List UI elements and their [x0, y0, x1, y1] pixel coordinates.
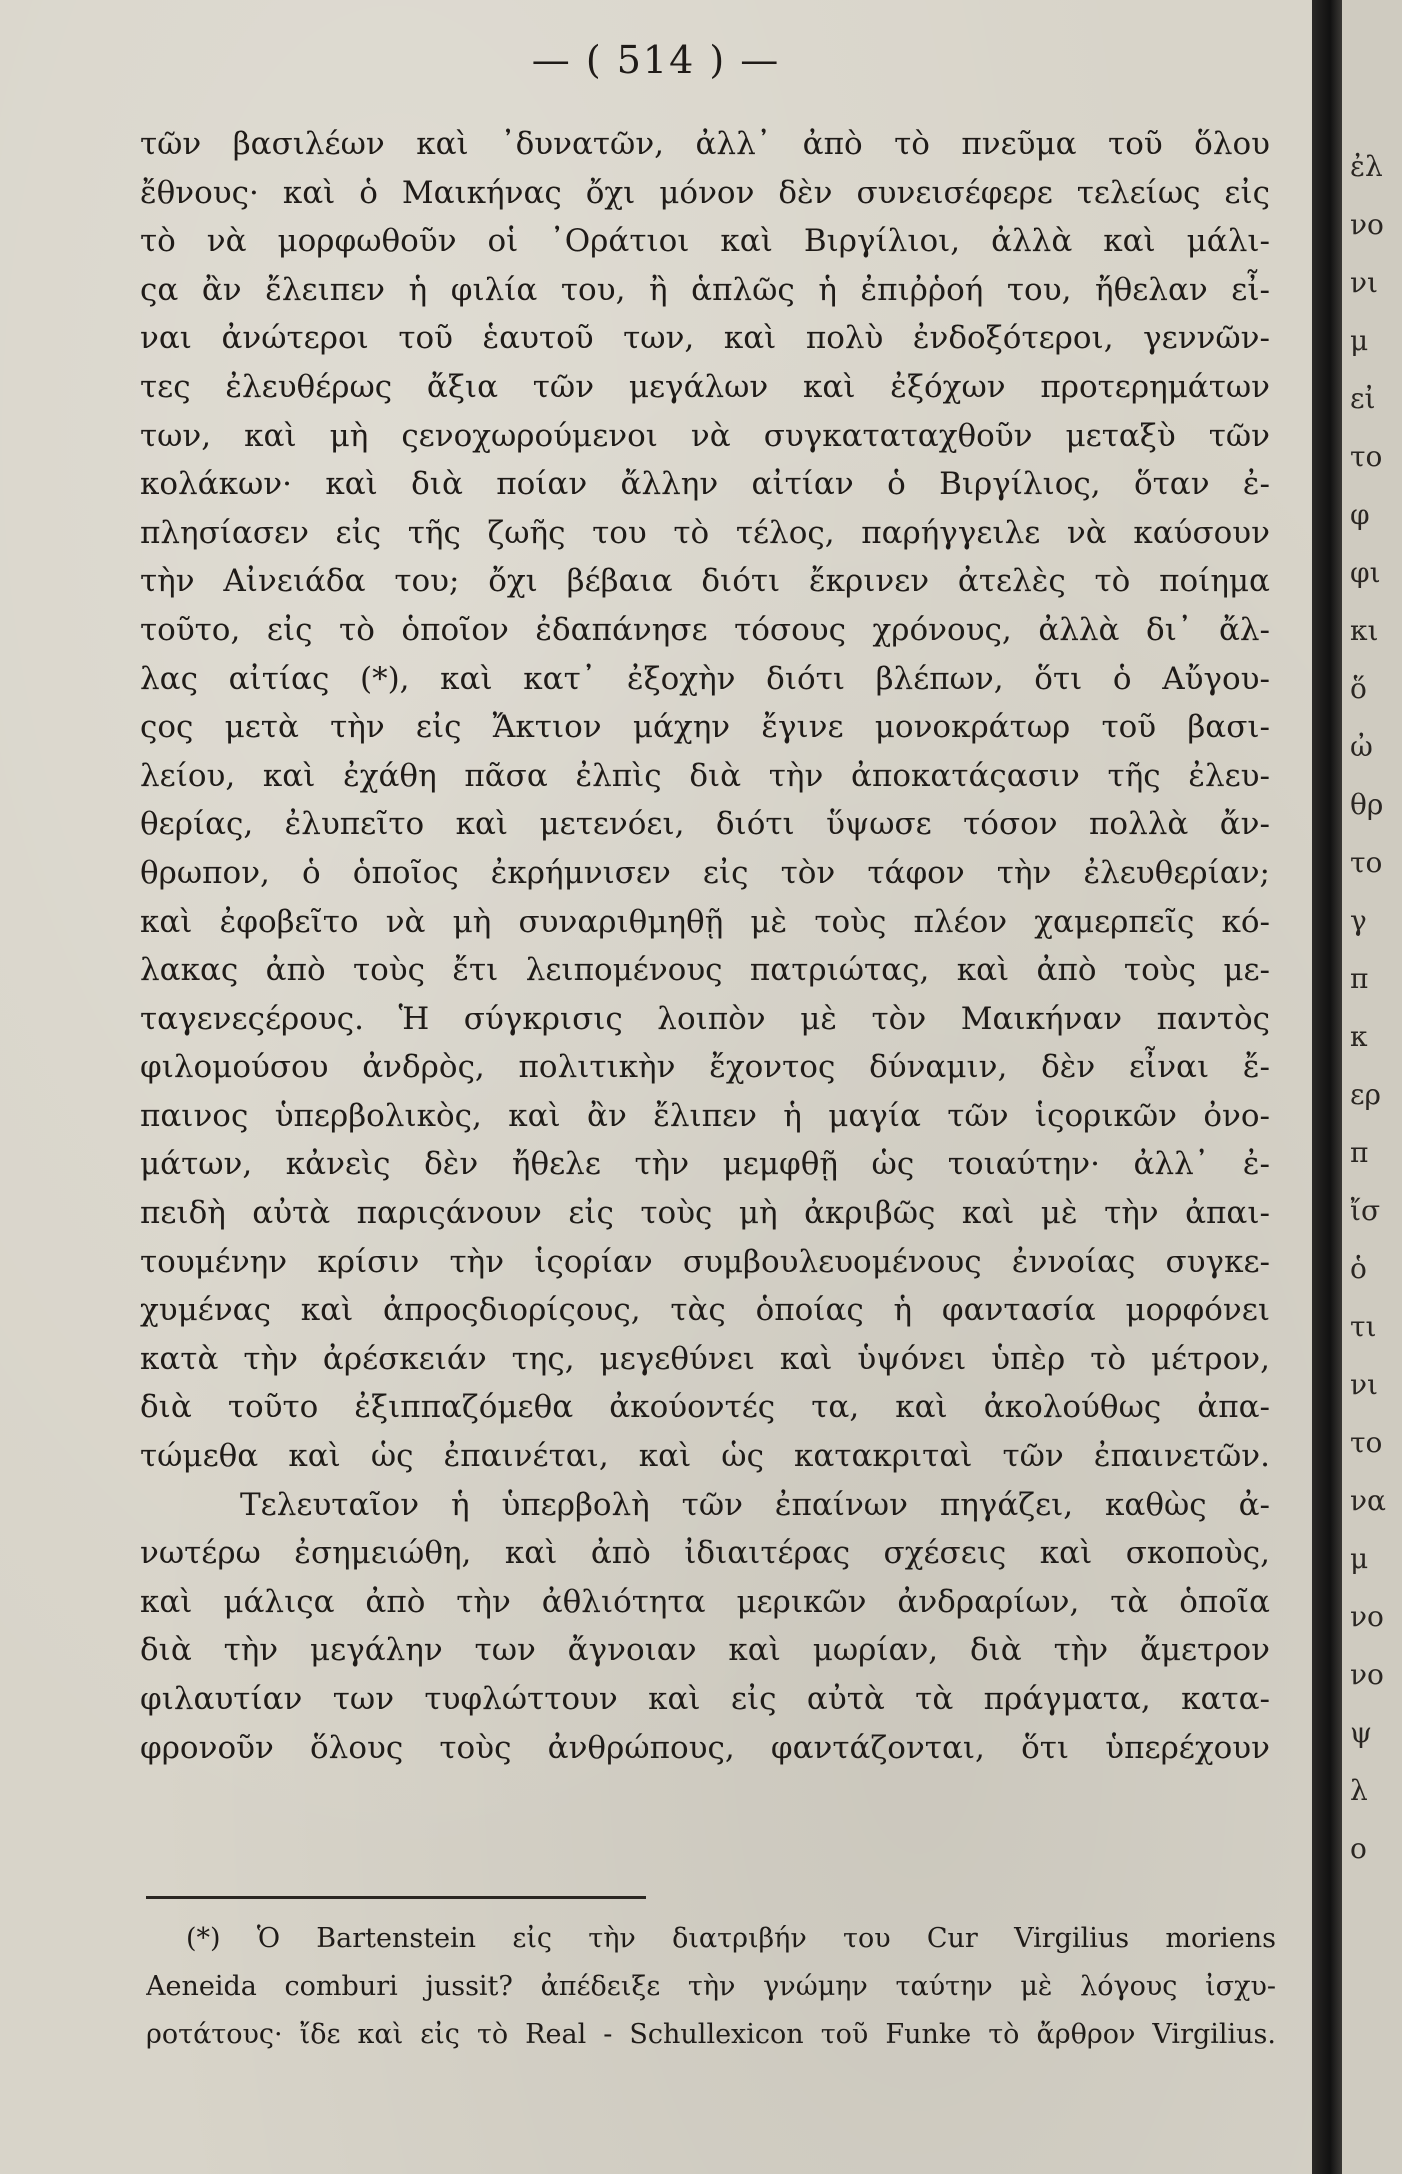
- text-line: ταγενεςέρους. Ἡ σύγκρισις λοιπὸν μὲ τὸν Μαικήναν παντὸς: [140, 1000, 1270, 1037]
- footnote-line: (*) Ὁ Bartenstein εἰς τὴν διατριβήν του Cur Virgilius moriens: [186, 1923, 1276, 1954]
- text-line: των, καὶ μὴ ςενοχωρούμενοι νὰ συγκαταταχθοῦν μεταξὺ τῶν: [140, 417, 1270, 454]
- facing-page-fragment: νο: [1350, 1600, 1384, 1633]
- footnote-line: ροτάτους· ἴδε καὶ εἰς τὸ Real - Schullexicon τοῦ Funke τὸ ἄρθρον Virgilius.: [146, 2019, 1276, 2050]
- text-line: θρωπον, ὁ ὁποῖος ἐκρήμνισεν εἰς τὸν τάφον τὴν ἐλευθερίαν;: [140, 854, 1270, 891]
- facing-page-fragment: φι: [1350, 556, 1381, 589]
- facing-page-fragment: ερ: [1350, 1078, 1381, 1111]
- text-line: φρονοῦν ὅλους τοὺς ἀνθρώπους, φαντάζονται, ὅτι ὑπερέχουν: [140, 1729, 1270, 1766]
- text-line: τὸ νὰ μορφωθοῦν οἱ ᾿Οράτιοι καὶ Βιργίλιοι, ἀλλὰ καὶ μάλι-: [140, 223, 1270, 260]
- text-line: τες ἐλευθέρως ἄξια τῶν μεγάλων καὶ ἐξόχων προτερημάτων: [140, 368, 1270, 405]
- footnote: [146, 1915, 1276, 2059]
- text-line: διὰ τοῦτο ἐξιππαζόμεθα ἀκούοντές τα, καὶ ἀκολούθως ἀπα-: [140, 1389, 1270, 1426]
- facing-page-fragment: το: [1350, 846, 1383, 879]
- text-line: νωτέρω ἐσημειώθη, καὶ ἀπὸ ἰδιαιτέρας σχέσεις καὶ σκοποὺς,: [140, 1535, 1270, 1572]
- text-line: πειδὴ αὐτὰ παριςάνουν εἰς τοὺς μὴ ἀκριβῶς καὶ μὲ τὴν ἀπαι-: [140, 1195, 1270, 1232]
- text-line: φιλομούσου ἀνδρὸς, πολιτικὴν ἔχοντος δύναμιν, δὲν εἶναι ἔ-: [140, 1049, 1270, 1086]
- facing-page-fragment: ψ: [1350, 1716, 1372, 1749]
- text-line: μάτων, κἀνεὶς δὲν ἤθελε τὴν μεμφθῇ ὡς τοιαύτην· ἀλλ᾿ ἐ-: [140, 1146, 1270, 1183]
- facing-page-fragment: γ: [1350, 904, 1367, 937]
- facing-page-fragment: π: [1350, 1136, 1369, 1169]
- text-line: Τελευταῖον ἡ ὑπερβολὴ τῶν ἐπαίνων πηγάζει, καθὼς ἀ-: [240, 1486, 1270, 1523]
- facing-page-fragment: ἴσ: [1350, 1194, 1381, 1227]
- text-line: τὴν Αἰνειάδα του; ὄχι βέβαια διότι ἔκρινεν ἀτελὲς τὸ ποίημα: [140, 563, 1270, 600]
- facing-page-edge: [1342, 0, 1402, 2174]
- text-line: θερίας, ἐλυπεῖτο καὶ μετενόει, διότι ὕψωσε τόσον πολλὰ ἄν-: [140, 806, 1270, 843]
- facing-page-fragment: νι: [1350, 266, 1378, 299]
- facing-page-fragment: μ: [1350, 1542, 1369, 1575]
- text-line: ςος μετὰ τὴν εἰς Ἄκτιον μάχην ἔγινε μονοκράτωρ τοῦ βασι-: [140, 709, 1270, 746]
- text-line: κατὰ τὴν ἀρέσκειάν της, μεγεθύνει καὶ ὑψόνει ὑπὲρ τὸ μέτρον,: [140, 1340, 1270, 1377]
- facing-page-fragment: να: [1350, 1484, 1386, 1517]
- text-line: χυμένας καὶ ἀπροςδιορίςους, τὰς ὁποίας ἡ φαντασία μορφόνει: [140, 1292, 1270, 1329]
- footnote-rule: [146, 1896, 646, 1899]
- facing-page-fragment: το: [1350, 440, 1383, 473]
- facing-page-fragment: μ: [1350, 324, 1369, 357]
- text-line: πλησίασεν εἰς τῆς ζωῆς του τὸ τέλος, παρήγγειλε νὰ καύσουν: [140, 514, 1270, 551]
- facing-page-fragment: ο: [1350, 1832, 1367, 1865]
- text-line: τώμεθα καὶ ὡς ἐπαινέται, καὶ ὡς κατακριταὶ τῶν ἐπαινετῶν.: [140, 1438, 1270, 1475]
- text-line: παινος ὑπερβολικὸς, καὶ ἂν ἔλιπεν ἡ μαγία τῶν ἱςορικῶν ὀνο-: [140, 1097, 1270, 1134]
- text-line: τουμένην κρίσιν τὴν ἱςορίαν συμβουλευομένους ἐννοίας συγκε-: [140, 1243, 1270, 1280]
- facing-page-fragment: ὁ: [1350, 1252, 1367, 1285]
- text-line: διὰ τὴν μεγάλην των ἄγνοιαν καὶ μωρίαν, διὰ τὴν ἄμετρον: [140, 1632, 1270, 1669]
- facing-page-fragment: ἐλ: [1350, 150, 1383, 183]
- facing-page-fragment: ὅ: [1350, 672, 1367, 705]
- facing-page-fragment: ὠ: [1350, 730, 1373, 763]
- facing-page-fragment: τι: [1350, 1310, 1377, 1343]
- facing-page-fragment: π: [1350, 962, 1369, 995]
- text-line: ςα ἂν ἔλειπεν ἡ φιλία του, ἢ ἁπλῶς ἡ ἐπιῤῥοή του, ἤθελαν εἶ-: [140, 271, 1270, 308]
- facing-page-fragment: νι: [1350, 1368, 1378, 1401]
- facing-page-fragment: εἰ: [1350, 382, 1376, 415]
- text-line: λείου, καὶ ἐχάθη πᾶσα ἐλπὶς διὰ τὴν ἀποκατάςασιν τῆς ἐλευ-: [140, 757, 1270, 794]
- text-line: ἔθνους· καὶ ὁ Μαικήνας ὄχι μόνον δὲν συνεισέφερε τελείως εἰς: [140, 174, 1270, 211]
- footnote-line: Aeneida comburi jussit? ἀπέδειξε τὴν γνώμην ταύτην μὲ λόγους ἰσχυ-: [146, 1971, 1276, 2002]
- book-gutter: [1312, 0, 1342, 2174]
- facing-page-fragment: λ: [1350, 1774, 1368, 1807]
- text-line: φιλαυτίαν των τυφλώττουν καὶ εἰς αὐτὰ τὰ πράγματα, κατα-: [140, 1681, 1270, 1717]
- facing-page-fragment: νο: [1350, 1658, 1384, 1691]
- text-line: τῶν βασιλέων καὶ ᾿δυνατῶν, ἀλλ᾿ ἀπὸ τὸ πνεῦμα τοῦ ὅλου: [140, 126, 1270, 162]
- text-line: λας αἰτίας (*), καὶ κατ᾿ ἐξοχὴν διότι βλέπων, ὅτι ὁ Αὔγου-: [140, 660, 1270, 697]
- text-line: ναι ἀνώτεροι τοῦ ἑαυτοῦ των, καὶ πολὺ ἐνδοξότεροι, γεννῶν-: [140, 320, 1270, 357]
- text-line: κολάκων· καὶ διὰ ποίαν ἄλλην αἰτίαν ὁ Βιργίλιος, ὅταν ἐ-: [140, 466, 1270, 503]
- facing-page-fragment: το: [1350, 1426, 1383, 1459]
- text-line: καὶ ἐφοβεῖτο νὰ μὴ συναριθμηθῇ μὲ τοὺς πλέον χαμερπεῖς κό-: [140, 903, 1270, 940]
- page-header: — ( 514 ) —: [531, 38, 781, 82]
- facing-page-fragment: νο: [1350, 208, 1384, 241]
- facing-page-fragment: φ: [1350, 498, 1370, 531]
- facing-page-fragment: κι: [1350, 614, 1379, 647]
- body-text: [140, 120, 1270, 1772]
- text-line: λακας ἀπὸ τοὺς ἔτι λειπομένους πατριώτας, καὶ ἀπὸ τοὺς με-: [140, 952, 1270, 989]
- text-line: καὶ μάλιςα ἀπὸ τὴν ἀθλιότητα μερικῶν ἀνδραρίων, τὰ ὁποῖα: [140, 1583, 1270, 1620]
- text-line: τοῦτο, εἰς τὸ ὁποῖον ἐδαπάνησε τόσους χρόνους, ἀλλὰ δι᾿ ἄλ-: [140, 611, 1270, 648]
- facing-page-fragment: κ: [1350, 1020, 1368, 1053]
- facing-page-fragment: θρ: [1350, 788, 1384, 821]
